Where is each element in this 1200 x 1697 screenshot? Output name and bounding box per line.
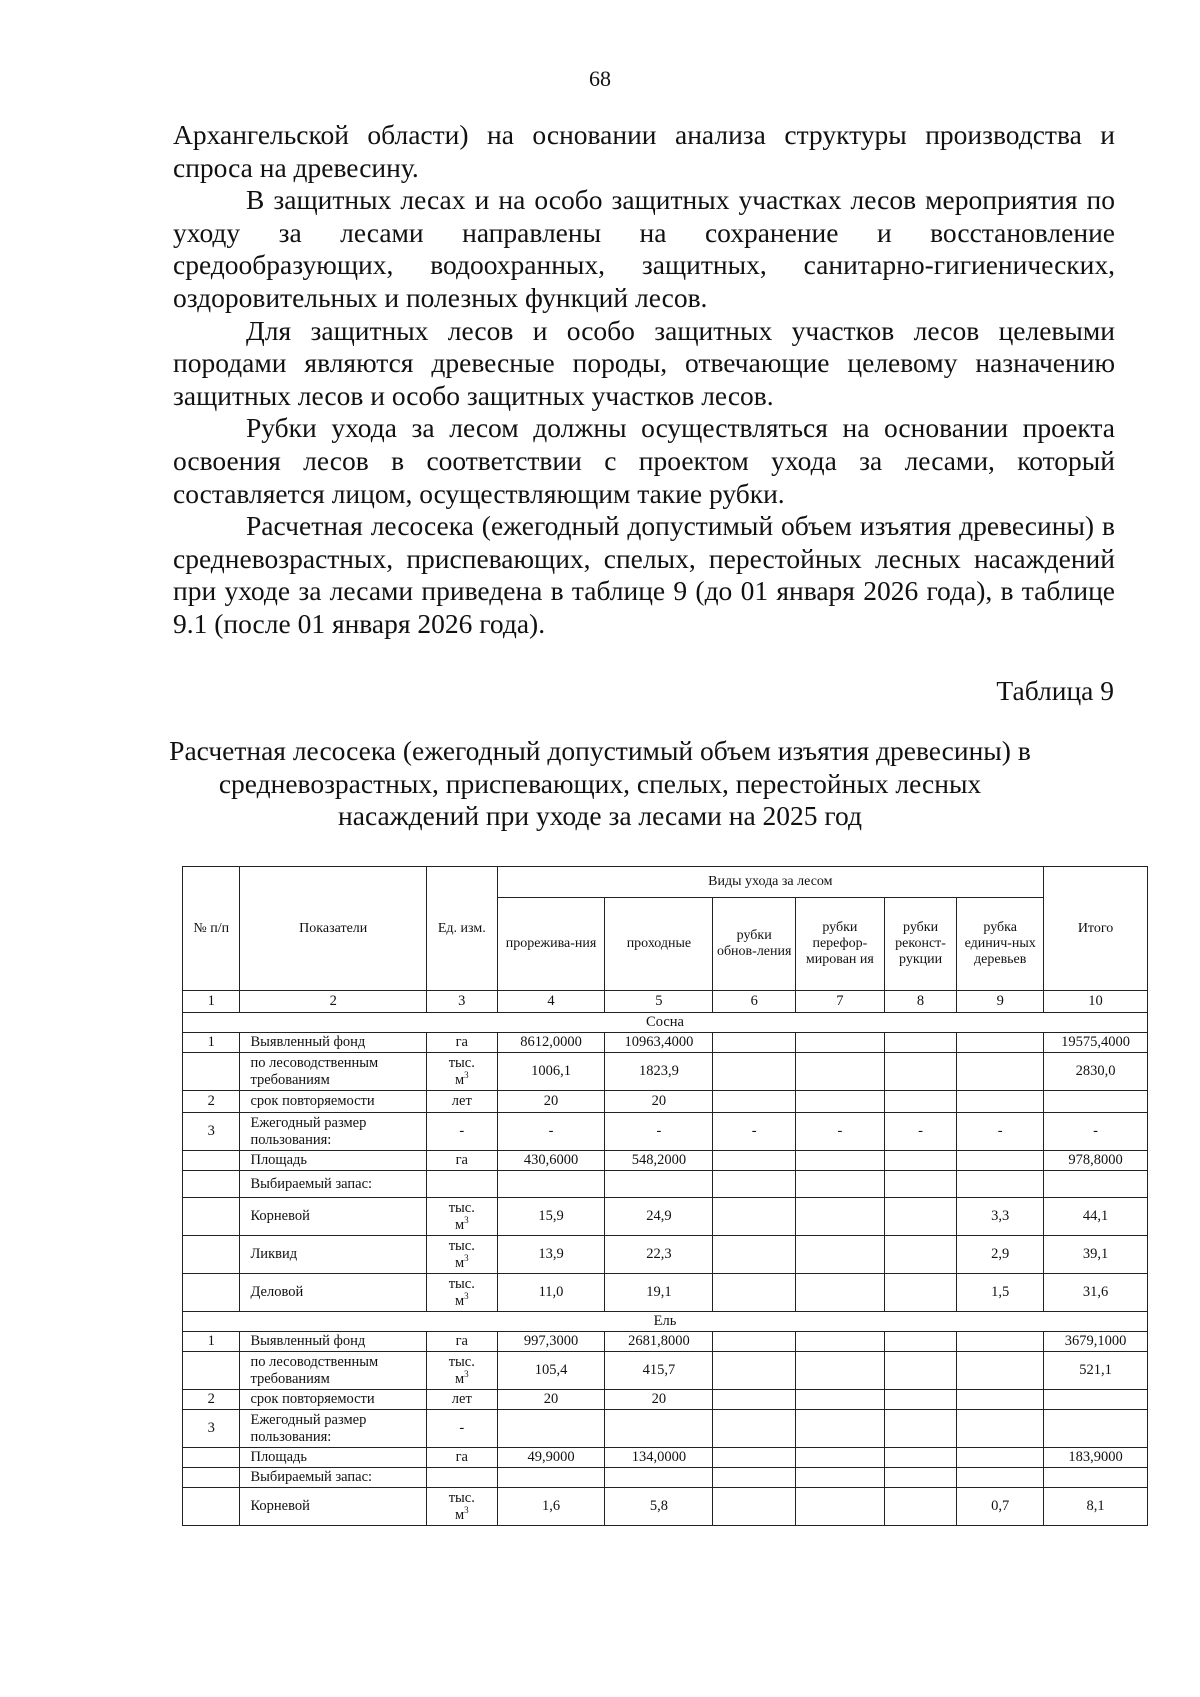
cell: - [1044,1113,1148,1151]
table-row [183,1448,1148,1468]
cell: 521,1 [1044,1352,1148,1390]
cell: 5,8 [605,1488,713,1526]
cell: 39,1 [1044,1236,1148,1274]
table-row [183,1033,1148,1053]
cell: - [427,1410,498,1448]
cell: 2830,0 [1044,1053,1148,1091]
paragraph: Для защитных лесов и особо защитных участков лесов целевыми породами являются древесные породы, отвечающие целевому назначению защитных лесов и особо защитных участков лесов. [173,314,1115,411]
table-label: Таблица 9 [996,675,1114,706]
cell: - [427,1113,498,1151]
row-unit: тыс. $м^3$ [427,1352,498,1390]
row-unit: га [427,1332,498,1352]
cell: 15,9 [497,1198,605,1236]
row-num: 2 [183,1390,240,1410]
row-label: Ежегодный размер пользования: [240,1113,427,1151]
cell: 19,1 [605,1274,713,1312]
cell: 1,6 [497,1488,605,1526]
cell: 1006,1 [497,1053,605,1091]
cell: - [957,1113,1044,1151]
table-row [183,1091,1148,1113]
row-label: срок повторяемости [240,1091,427,1113]
row-label: по лесоводственным требованиям [240,1053,427,1091]
cell: 11,0 [497,1274,605,1312]
section-row [183,1312,1148,1332]
row-unit: тыс. $м^3$ [427,1053,498,1091]
cell: 20 [605,1390,713,1410]
cell: 2681,8000 [605,1332,713,1352]
row-label: Площадь [240,1448,427,1468]
cell: 20 [605,1091,713,1113]
col-number: 8 [884,991,957,1013]
table-row [183,1198,1148,1236]
table-row [183,1113,1148,1151]
table-row [183,1468,1148,1488]
section-sosna: Сосна [183,1013,1148,1033]
cell: - [796,1113,885,1151]
table-row [183,1274,1148,1312]
cell: 134,0000 [605,1448,713,1468]
paragraph: Архангельской области) на основании анализа структуры производства и спроса на древесину. [173,119,1115,183]
cell: 0,7 [957,1488,1044,1526]
table-row [183,1488,1148,1526]
cell: 49,9000 [497,1448,605,1468]
cell: 22,3 [605,1236,713,1274]
table-row [183,1236,1148,1274]
cell: - [605,1113,713,1151]
cell: 2,9 [957,1236,1044,1274]
section-el: Ель [183,1312,1148,1332]
row-unit: тыс. $м^3$ [427,1488,498,1526]
cell: 548,2000 [605,1151,713,1171]
section-row [183,1013,1148,1033]
cell: 3679,1000 [1044,1332,1148,1352]
col-number: 10 [1044,991,1148,1013]
cell: 1823,9 [605,1053,713,1091]
table-row [183,1410,1148,1448]
row-label: Корневой [240,1198,427,1236]
row-label: Выбираемый запас: [240,1171,427,1198]
cell: 105,4 [497,1352,605,1390]
header-row [183,867,1148,898]
cell: 978,8000 [1044,1151,1148,1171]
table-row [183,1151,1148,1171]
paragraph: Расчетная лесосека (ежегодный допустимый объем изъятия древесины) в средневозрастных, приспевающих, спелых, перестойных лесных насаждений при уходе за лесами приведена в таблице 9 (до 01 января 2026 года), в таблице 9.1 (после 01 января 2026 года). [173,510,1115,639]
row-unit: тыс. $м^3$ [427,1274,498,1312]
cell: 20 [497,1091,605,1113]
cell: 20 [497,1390,605,1410]
header-care-types: Виды ухода за лесом [497,867,1043,898]
cell: 13,9 [497,1236,605,1274]
col-number: 9 [957,991,1044,1013]
cell: 997,3000 [497,1332,605,1352]
header-total: Итого [1044,867,1148,991]
cell: 183,9000 [1044,1448,1148,1468]
header-passing: проходные [605,898,713,991]
page-number: 68 [589,66,611,91]
cell: 8,1 [1044,1488,1148,1526]
cell: 19575,4000 [1044,1033,1148,1053]
cell: 31,6 [1044,1274,1148,1312]
row-label: Ежегодный размер пользования: [240,1410,427,1448]
table-row [183,1352,1148,1390]
row-label: по лесоводственным требованиям [240,1352,427,1390]
row-label: Выбираемый запас: [240,1468,427,1488]
row-num: 1 [183,1332,240,1352]
row-unit: га [427,1448,498,1468]
cell: 1,5 [957,1274,1044,1312]
row-unit: га [427,1151,498,1171]
row-label: Выявленный фонд [240,1332,427,1352]
header-unit: Ед. изм. [427,867,498,991]
table-row [183,1390,1148,1410]
table-row [183,1053,1148,1091]
row-label: Корневой [240,1488,427,1526]
header-reformation: рубки перефор-мирован ия [796,898,885,991]
header-renewal: рубки обнов-ления [713,898,796,991]
row-label: Выявленный фонд [240,1033,427,1053]
row-num: 3 [183,1410,240,1448]
row-unit: лет [427,1390,498,1410]
cell: 430,6000 [497,1151,605,1171]
cell: 24,9 [605,1198,713,1236]
col-number: 2 [240,991,427,1013]
row-num: 1 [183,1033,240,1053]
row-label: Площадь [240,1151,427,1171]
cell: 415,7 [605,1352,713,1390]
body-text [173,119,1115,641]
paragraph: В защитных лесах и на особо защитных участках лесов мероприятия по уходу за лесами направлены на сохранение и восстановление средообразующих, водоохранных, защитных, санитарно-гигиенических, оздоровительных и полезных функций лесов. [173,184,1115,313]
table-row [183,1332,1148,1352]
cell: - [884,1113,957,1151]
col-number: 1 [183,991,240,1013]
col-number: 3 [427,991,498,1013]
col-number: 6 [713,991,796,1013]
table-row [183,1171,1148,1198]
row-label: срок повторяемости [240,1390,427,1410]
column-number-row [183,991,1148,1013]
row-num: 3 [183,1113,240,1151]
col-number: 7 [796,991,885,1013]
header-reconstruction: рубки реконст-рукции [884,898,957,991]
cell: - [713,1113,796,1151]
header-num: № п/п [183,867,240,991]
header-single-tree: рубка единич-ных деревьев [957,898,1044,991]
col-number: 5 [605,991,713,1013]
row-unit: га [427,1033,498,1053]
row-unit: тыс. $м^3$ [427,1198,498,1236]
forest-cut-table [182,866,1148,1526]
table-title: Расчетная лесосека (ежегодный допустимый объем изъятия древесины) в средневозрастных, приспевающих, спелых, перестойных лесных насаждений при уходе за лесами на 2025 год [169,735,1031,832]
paragraph: Рубки ухода за лесом должны осуществляться на основании проекта освоения лесов в соответствии с проектом ухода за лесами, который составляется лицом, осуществляющим такие рубки. [173,412,1115,509]
cell: 10963,4000 [605,1033,713,1053]
cell: 8612,0000 [497,1033,605,1053]
header-indicator: Показатели [240,867,427,991]
row-num: 2 [183,1091,240,1113]
row-label: Деловой [240,1274,427,1312]
col-number: 4 [497,991,605,1013]
cell: 3,3 [957,1198,1044,1236]
header-thinning: прорежива-ния [497,898,605,991]
cell: 44,1 [1044,1198,1148,1236]
row-label: Ликвид [240,1236,427,1274]
row-unit: тыс. $м^3$ [427,1236,498,1274]
cell: - [497,1113,605,1151]
row-unit: лет [427,1091,498,1113]
